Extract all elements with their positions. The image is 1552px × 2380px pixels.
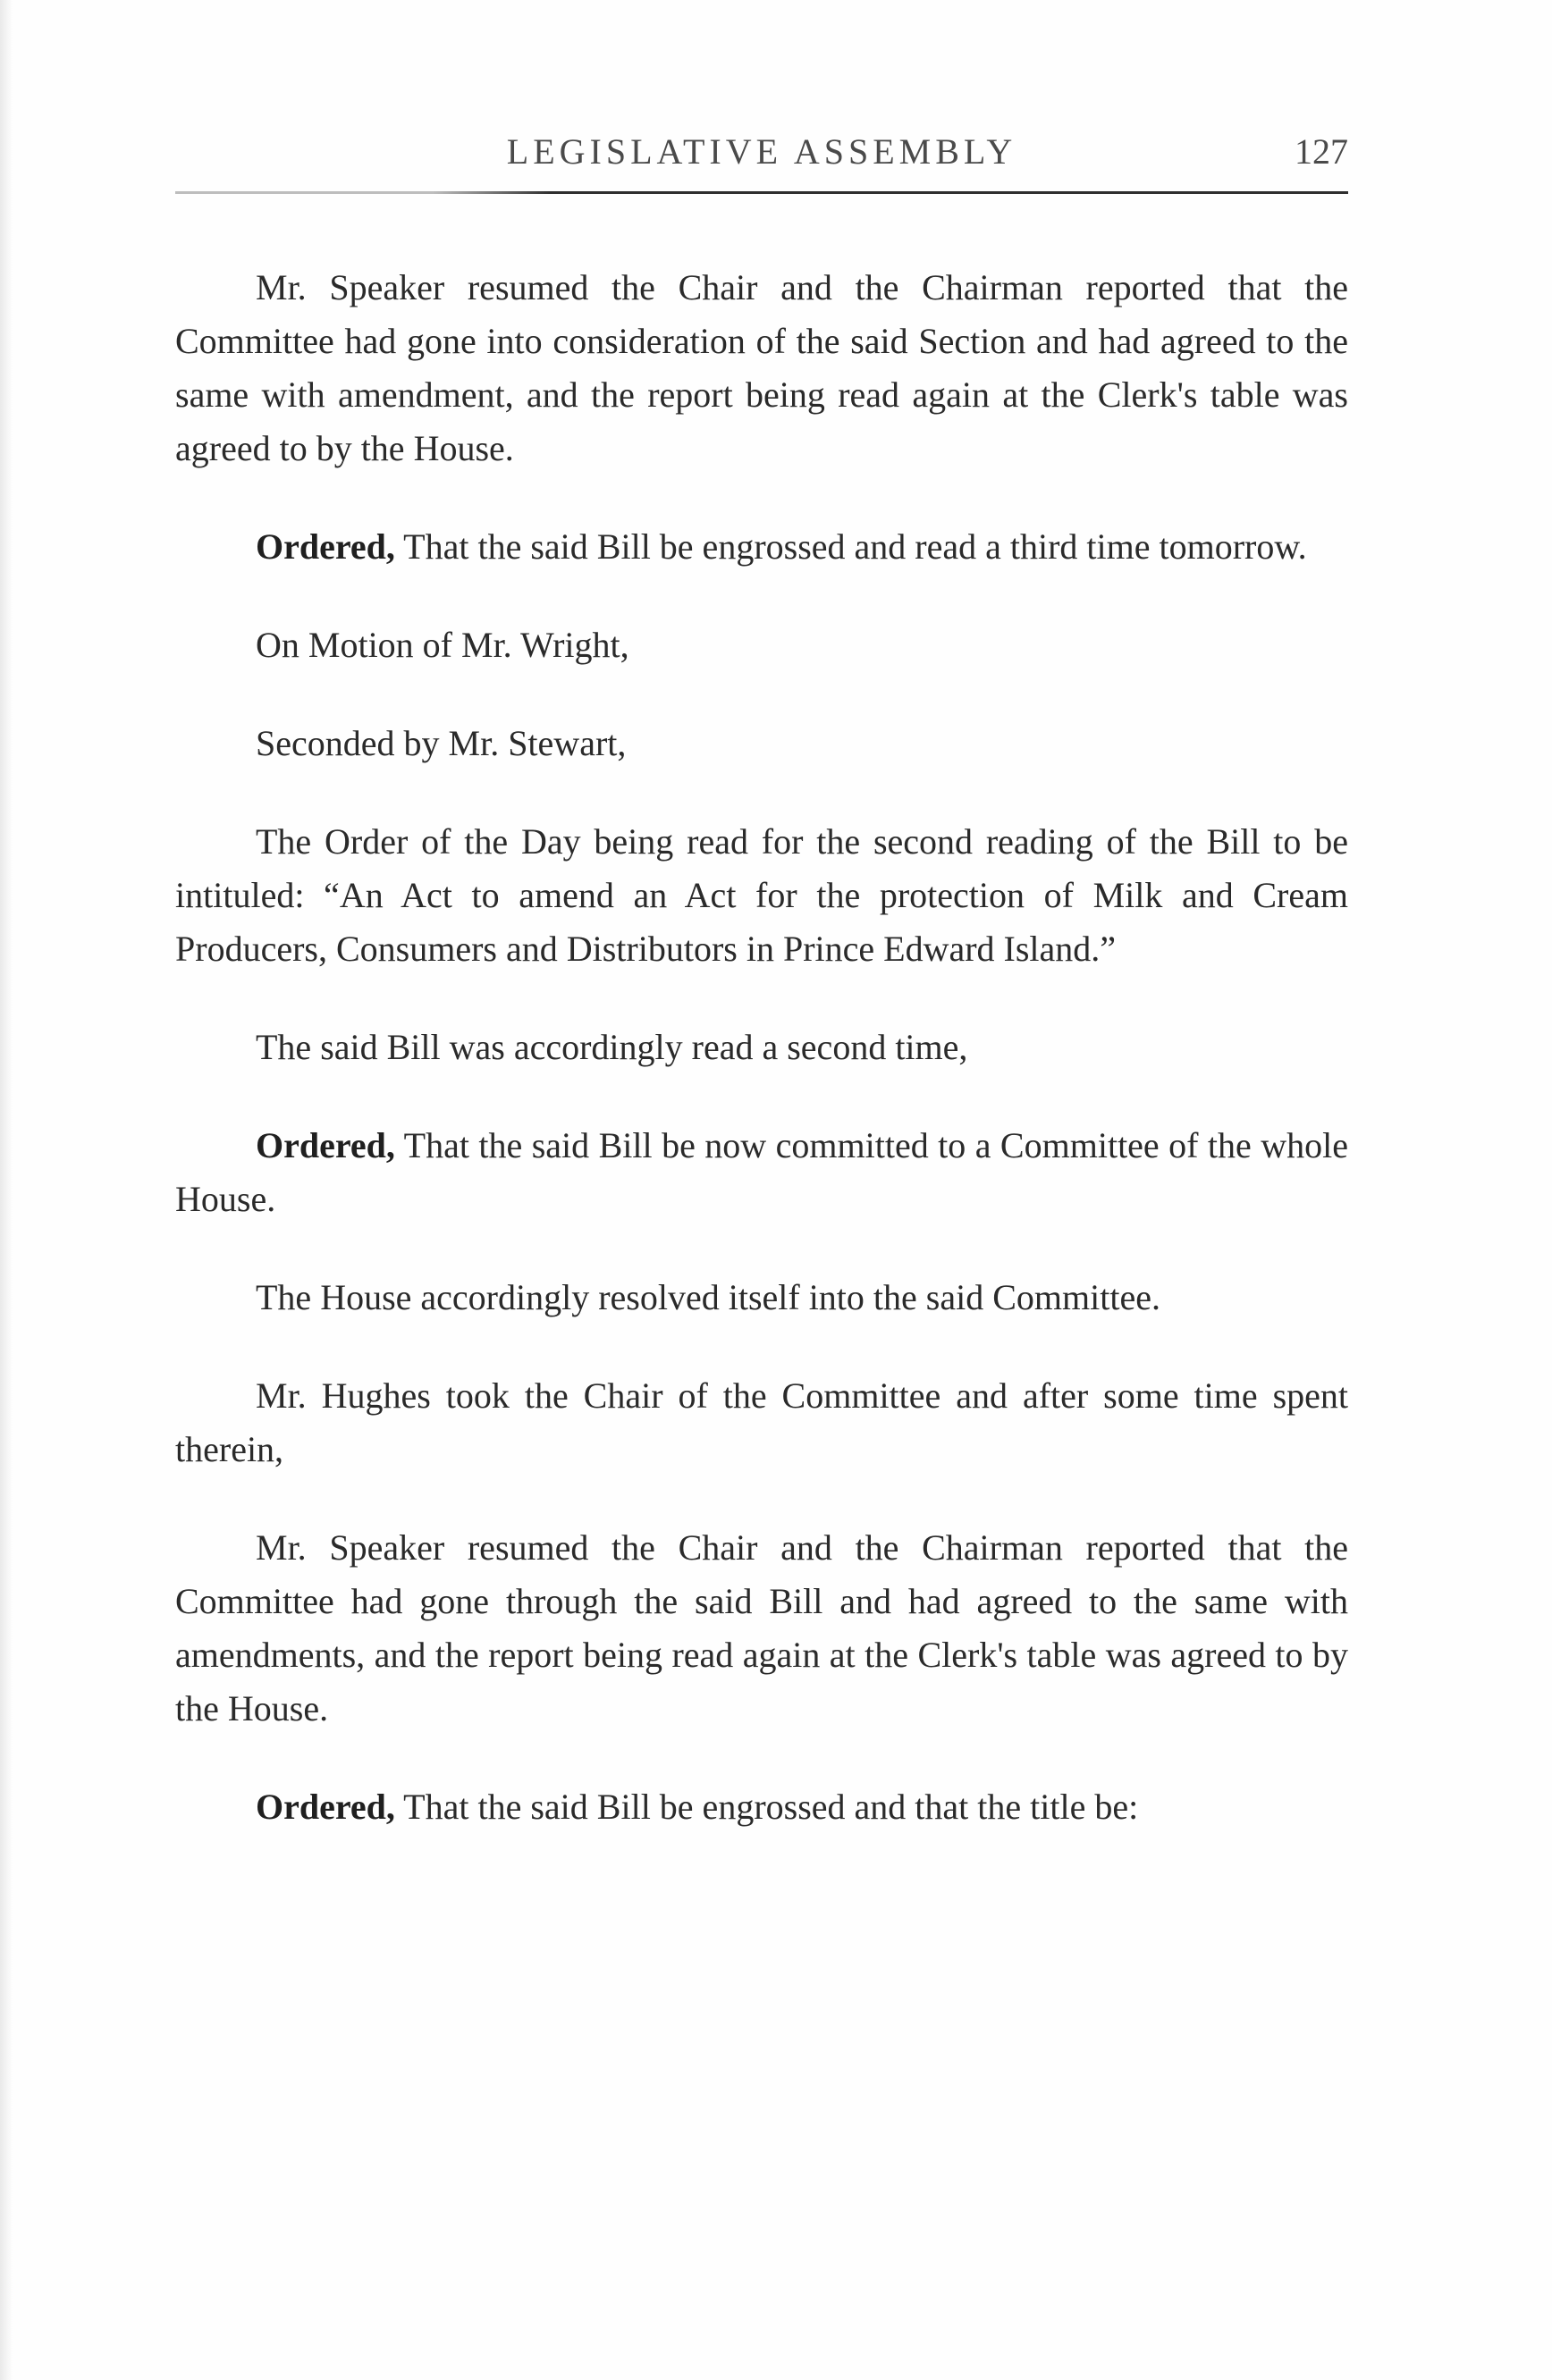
running-title: LEGISLATIVE ASSEMBLY (506, 131, 1017, 172)
page-edge-shadow (0, 0, 13, 2380)
paragraph-ordered-committed (175, 1119, 1348, 1226)
paragraph-ordered-engrossed (175, 520, 1348, 574)
paragraph-hughes-chair: Mr. Hughes took the Chair of the Committee and after some time spent therein, (175, 1375, 1348, 1469)
page-number: 127 (1295, 131, 1348, 172)
ordered-text: That the said Bill be now committed to a Committee of the whole House. (175, 1125, 1348, 1219)
paragraph-order-of-day: The Order of the Day being read for the second reading of the Bill to be intituled: “An Act to amend an Act for the protection of Milk and Cream Producers, Consumers and Distributors in Prince Edward Island.” (175, 821, 1348, 969)
paragraph-speaker-resumed-2: Mr. Speaker resumed the Chair and the Chairman reported that the Committee had gone through the said Bill and had agreed to the same with amendments, and the report being read again at the Clerk's table was agreed to by the House. (175, 1527, 1348, 1728)
paragraph-seconded: Seconded by Mr. Stewart, (256, 723, 627, 763)
ordered-text: That the said Bill be engrossed and that the title be: (394, 1787, 1139, 1827)
paragraph-motion: On Motion of Mr. Wright, (256, 625, 629, 665)
paragraph-speaker-resumed-1: Mr. Speaker resumed the Chair and the Chairman reported that the Committee had gone into consideration of the said Section and had agreed to the same with amendment, and the report being read again at the Clerk's table was agreed to by the House. (175, 267, 1348, 468)
paragraph-ordered-title (175, 1780, 1348, 1834)
ordered-label: Ordered, (256, 1125, 395, 1165)
ordered-label: Ordered, (256, 526, 395, 567)
header-rule (175, 191, 1348, 194)
paragraph-house-resolved: The House accordingly resolved itself into the said Committee. (256, 1277, 1160, 1317)
page-header (175, 125, 1348, 182)
body-text (175, 261, 1348, 1834)
paragraph-second-reading: The said Bill was accordingly read a second time, (256, 1027, 968, 1067)
ordered-label: Ordered, (256, 1787, 395, 1827)
ordered-text: That the said Bill be engrossed and read a third time tomorrow. (394, 526, 1307, 567)
